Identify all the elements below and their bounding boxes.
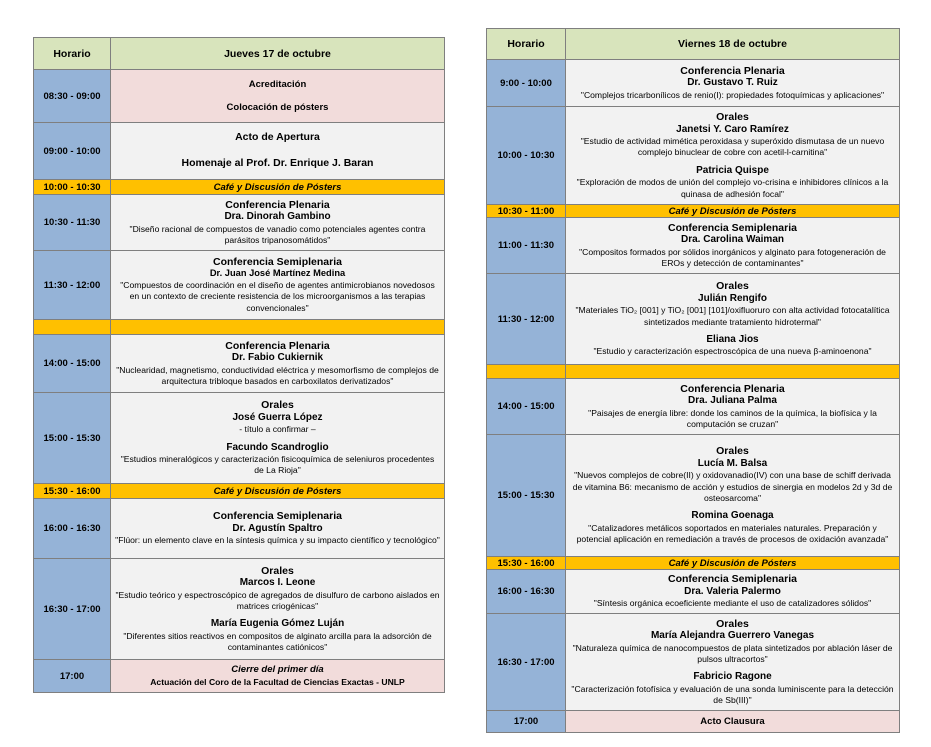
time-cell: 11:00 - 11:30 <box>487 218 566 274</box>
speaker-name: Dr. Agustín Spaltro <box>232 522 323 534</box>
session-type: Orales <box>716 617 749 630</box>
header-time: Horario <box>487 29 566 60</box>
table-row <box>487 570 900 614</box>
time-cell: 17:00 <box>487 711 566 733</box>
speaker-name: Dr. Gustavo T. Ruiz <box>687 77 778 89</box>
session-cell <box>566 60 900 107</box>
session-cell <box>111 335 445 393</box>
time-cell: 11:30 - 12:00 <box>487 274 566 365</box>
time-cell: 14:00 - 15:00 <box>487 379 566 435</box>
time-cell: 16:00 - 16:30 <box>487 570 566 614</box>
speaker-name: Janetsi Y. Caro Ramírez <box>676 123 789 135</box>
closing-ceremony-label: Acto Clausura <box>566 711 900 733</box>
empty-session-cell <box>111 320 445 335</box>
coffee-break-label: Café y Discusión de Pósters <box>566 205 900 218</box>
table-row <box>34 335 445 393</box>
session-cell <box>566 218 900 274</box>
coffee-break-label: Café y Discusión de Pósters <box>566 557 900 570</box>
session-type: Orales <box>716 280 749 293</box>
table-row <box>34 559 445 660</box>
speaker-name: Dra. Dinorah Gambino <box>224 211 331 223</box>
schedule-table-thursday <box>33 37 445 693</box>
talk-title: "Compositos formados por sólidos inorgánicos y alginato para fotogeneración de EROs y detección de contaminantes" <box>579 246 886 269</box>
time-cell: 10:00 - 10:30 <box>34 180 111 195</box>
table-row <box>34 251 445 320</box>
session-type: Orales <box>716 111 749 124</box>
speaker-name: Fabricio Ragone <box>693 671 772 683</box>
table-row <box>487 274 900 365</box>
session-cell <box>566 570 900 614</box>
table-row <box>34 195 445 251</box>
speaker-name: Patricia Quispe <box>696 164 769 176</box>
table-row <box>487 379 900 435</box>
time-cell: 16:30 - 17:00 <box>487 614 566 711</box>
speaker-name: María Alejandra Guerrero Vanegas <box>650 630 815 642</box>
talk-title: "Flúor: un elemento clave en la síntesis química y su impacto científico y tecnológico" <box>115 535 440 546</box>
choir-label: Actuación del Coro de la Facultad de Ciencias Exactas - UNLP <box>150 676 405 687</box>
session-type: Conferencia Semiplenaria <box>213 255 342 268</box>
time-cell: 09:00 - 10:00 <box>34 123 111 180</box>
session-type: Conferencia Plenaria <box>680 382 785 395</box>
talk-title: "Diseño racional de compuestos de vanadio como potenciales agentes contra parásitos tripanosomátidos" <box>129 223 426 246</box>
time-cell: 15:30 - 16:00 <box>34 484 111 499</box>
speaker-name: Dra. Valeria Palermo <box>684 585 781 597</box>
talk-title: "Estudio de actividad mimética peroxidasa y superóxido dismutasa de un nuevo complejo binuclear de cobre con acetil-l-carnitina" <box>580 136 885 158</box>
break-row <box>487 557 900 570</box>
time-cell: 16:30 - 17:00 <box>34 559 111 660</box>
session-cell <box>111 499 445 559</box>
talk-title: "Materiales TiO₂ [001] y TiO₂ [001] [101]/oxifluoruro con alta actividad fotocatalítica sintetizados mediante tratamiento hidrotermal" <box>575 305 890 327</box>
lunch-row <box>487 365 900 379</box>
talk-title: "Caracterización fotofísica y evaluación de una sonda luminiscente para la detección de Sb(III)" <box>571 683 894 706</box>
time-cell: 10:30 - 11:00 <box>487 205 566 218</box>
table-row <box>34 660 445 693</box>
time-cell: 9:00 - 10:00 <box>487 60 566 107</box>
session-cell <box>111 123 445 180</box>
header-time: Horario <box>34 38 111 70</box>
break-row <box>34 484 445 499</box>
lunch-row <box>34 320 445 335</box>
table-row <box>34 70 445 123</box>
session-cell <box>566 614 900 711</box>
time-cell: 15:00 - 15:30 <box>487 435 566 557</box>
speaker-name: Dr. Juan José Martínez Medina <box>209 268 346 279</box>
header-day: Jueves 17 de octubre <box>111 38 445 70</box>
table-row <box>487 107 900 205</box>
session-cell <box>111 559 445 660</box>
talk-title: "Estudio teórico y espectroscópico de agregados de disulfuro de carbono aislados en matrices criogénicas" <box>115 589 440 611</box>
empty-session-cell <box>566 365 900 379</box>
talk-title: "Síntesis orgánica ecoeficiente mediante el uso de catalizadores sólidos" <box>593 598 872 609</box>
session-type: Orales <box>716 445 749 458</box>
session-type: Conferencia Plenaria <box>680 64 785 77</box>
talk-title: "Diferentes sitios reactivos en compositos de alginato arcilla para la adsorción de contaminantes catiónicos" <box>123 630 432 653</box>
time-cell: 16:00 - 16:30 <box>34 499 111 559</box>
table-row <box>34 123 445 180</box>
speaker-name: Julián Rengifo <box>698 292 767 304</box>
time-cell: 11:30 - 12:00 <box>34 251 111 320</box>
accreditation-label: Acreditación <box>248 79 307 90</box>
time-cell: 10:00 - 10:30 <box>487 107 566 205</box>
tribute-label: Homenaje al Prof. Dr. Enrique J. Baran <box>181 157 374 169</box>
table-row <box>487 711 900 733</box>
session-cell <box>566 274 900 365</box>
session-cell <box>566 435 900 557</box>
session-cell <box>111 70 445 123</box>
session-cell <box>111 195 445 251</box>
header-row <box>487 29 900 60</box>
speaker-name: Facundo Scandroglio <box>226 441 329 453</box>
session-cell <box>111 393 445 484</box>
break-row <box>487 205 900 218</box>
empty-time-cell <box>34 320 111 335</box>
session-type: Conferencia Plenaria <box>225 339 330 352</box>
session-type: Orales <box>261 564 294 577</box>
session-cell <box>111 251 445 320</box>
talk-title: "Complejos tricarbonílicos de renio(I): propiedades fotoquímicas y aplicaciones" <box>580 89 885 100</box>
closing-label: Cierre del primer día <box>231 664 324 676</box>
time-cell: 10:30 - 11:30 <box>34 195 111 251</box>
table-row <box>487 435 900 557</box>
talk-title: "Compuestos de coordinación en el diseño de agentes antimicrobianos novedosos en un contexto de creciente resistencia de los microorganismos a las terapias convencionales" <box>120 280 435 313</box>
empty-time-cell <box>487 365 566 379</box>
talk-title: "Naturaleza química de nanocompuestos de plata sintetizados por ablación láser de pulsos ultracortos" <box>572 642 893 664</box>
speaker-name: Dra. Juliana Palma <box>688 395 777 407</box>
break-row <box>34 180 445 195</box>
speaker-name: Marcos I. Leone <box>239 577 316 589</box>
speaker-name: Dr. Fabio Cukiernik <box>231 352 324 364</box>
table-row <box>487 218 900 274</box>
speaker-name: Eliana Jios <box>706 333 759 345</box>
time-cell: 15:00 - 15:30 <box>34 393 111 484</box>
speaker-name: Romina Goenaga <box>691 510 774 522</box>
header-row <box>34 38 445 70</box>
speaker-name: José Guerra López <box>232 411 323 423</box>
session-cell <box>111 660 445 693</box>
session-type: Conferencia Semiplenaria <box>668 573 797 586</box>
talk-title: "Paisajes de energía libre: donde los caminos de la química, la biofísica y la computación se cruzan" <box>588 407 877 430</box>
session-cell <box>566 107 900 205</box>
time-cell: 08:30 - 09:00 <box>34 70 111 123</box>
coffee-break-label: Café y Discusión de Pósters <box>111 484 445 499</box>
talk-title: "Exploración de modos de unión del complejo vo-crisina e inhibidores clínicos a la quinasa de adhesión focal" <box>576 177 889 199</box>
time-cell: 17:00 <box>34 660 111 693</box>
session-type: Orales <box>261 399 294 412</box>
talk-title: "Catalizadores metálicos soportados en materiales naturales. Preparación y potencial aplicación en remediación a través de procesos de oxidación avanzada" <box>576 522 889 545</box>
time-cell: 15:30 - 16:00 <box>487 557 566 570</box>
header-day: Viernes 18 de octubre <box>566 29 900 60</box>
table-row <box>34 393 445 484</box>
talk-title: - título a confirmar – <box>239 424 316 435</box>
session-cell <box>566 379 900 435</box>
talk-title: "Nuclearidad, magnetismo, conductividad eléctrica y mesomorfismo de complejos de arquitectura tribloque basados en carboxilatos derivatizados" <box>116 364 439 387</box>
talk-title: "Estudio y caracterización espectroscópica de una nueva β-aminoenona" <box>593 346 872 357</box>
session-type: Conferencia Plenaria <box>225 198 330 211</box>
table-row <box>487 614 900 711</box>
speaker-name: Lucía M. Balsa <box>697 457 768 469</box>
table-row <box>34 499 445 559</box>
speaker-name: Dra. Carolina Waiman <box>681 234 784 246</box>
session-type: Conferencia Semiplenaria <box>668 221 797 234</box>
coffee-break-label: Café y Discusión de Pósters <box>111 180 445 195</box>
talk-title: "Estudios mineralógicos y caracterización fisicoquímica de seleniuros procedentes de La Rioja" <box>120 454 435 476</box>
speaker-name: María Eugenia Gómez Luján <box>210 618 345 630</box>
schedule-table-friday <box>486 28 900 733</box>
time-cell: 14:00 - 15:00 <box>34 335 111 393</box>
opening-label: Acto de Apertura <box>235 131 320 144</box>
table-row <box>487 60 900 107</box>
poster-setup-label: Colocación de pósters <box>226 102 329 113</box>
talk-title: "Nuevos complejos de cobre(II) y oxidovanadio(IV) con una base de schiff derivada de vitamina B6: mecanismo de acción y estudios de sinergia en modelos 2d y 3d de osteosarcoma" <box>572 470 893 504</box>
session-type: Conferencia Semiplenaria <box>213 510 342 523</box>
